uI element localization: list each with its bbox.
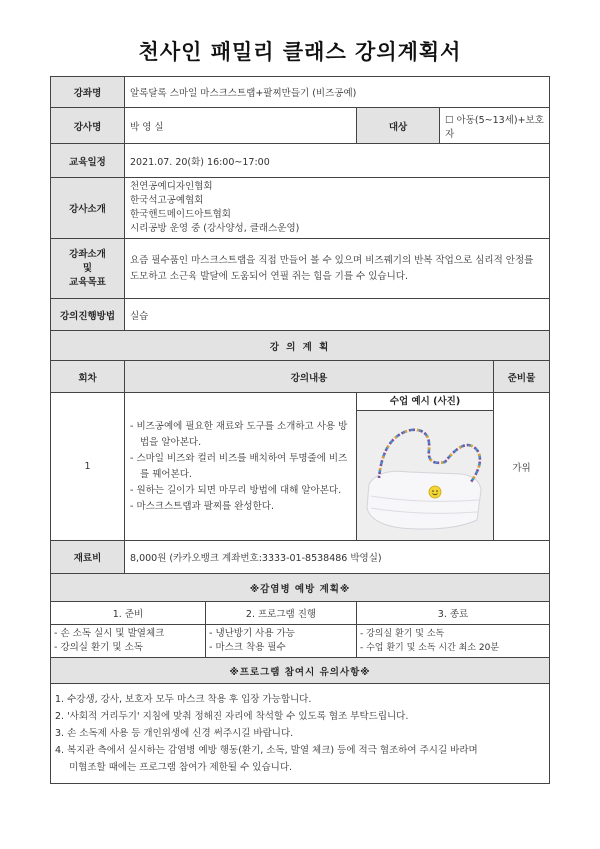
prevention-col-items xyxy=(206,625,357,658)
plan-section-title: 강 의 계 획 xyxy=(51,331,550,361)
course-name-row xyxy=(51,77,550,108)
content-header: 강의내용 xyxy=(125,361,494,393)
content-item: - 원하는 길이가 되면 마무리 방법에 대해 알아본다. xyxy=(130,484,342,496)
prevention-col-header: 3. 종료 xyxy=(357,602,550,625)
session-number: 1 xyxy=(51,393,125,541)
schedule-row xyxy=(51,144,550,178)
plan-form-table xyxy=(50,76,550,784)
notes-list xyxy=(51,684,550,784)
plan-section-row xyxy=(51,331,550,361)
prevention-item: - 손 소독 실시 및 발열체크 xyxy=(54,628,165,639)
instructor-intro-value xyxy=(125,178,550,239)
notes-title: ※프로그램 참여시 유의사항※ xyxy=(51,658,550,684)
prevention-col-header: 2. 프로그램 진행 xyxy=(206,602,357,625)
prevention-item: - 수업 환기 및 소독 시간 최소 20분 xyxy=(360,643,500,653)
target-value: ☐ 아동(5~13세)+보호자 xyxy=(440,108,550,144)
schedule-value: 2021.07. 20(화) 16:00~17:00 xyxy=(125,144,550,178)
prevention-item: - 강의실 환기 및 소독 xyxy=(54,642,143,653)
photo-label: 수업 예시 (사진) xyxy=(357,393,493,411)
schedule-label: 교육일정 xyxy=(51,144,125,178)
notes-row xyxy=(51,684,550,784)
target-label: 대상 xyxy=(357,108,440,144)
note-item: 4. 복지관 측에서 실시하는 감염병 예방 행동(환기, 소독, 발열 체크) 등에 적극 협조하여 주시길 바라며 xyxy=(55,745,478,756)
method-row xyxy=(51,299,550,331)
intro-line: 천연공예디자인협회 xyxy=(130,181,213,192)
intro-line: 시리공방 운영 중 (강사양성, 클래스운영) xyxy=(130,223,300,234)
instructor-intro-label: 강사소개 xyxy=(51,178,125,239)
intro-line: 한국석고공예협회 xyxy=(130,195,204,206)
example-photo xyxy=(357,411,493,540)
content-item: - 마스크스트랩과 팔찌를 완성한다. xyxy=(130,500,274,512)
materials-header: 준비물 xyxy=(494,361,550,393)
note-item: 1. 수강생, 강사, 보호자 모두 마스크 착용 후 입장 가능합니다. xyxy=(55,694,312,705)
instructor-intro-row xyxy=(51,178,550,239)
mask-strap-image xyxy=(361,416,489,536)
instructor-value: 박 영 실 xyxy=(125,108,357,144)
prevention-col-items xyxy=(357,625,550,658)
course-goal-value: 요즘 필수품인 마스크스트랩을 직접 만들어 볼 수 있으며 비즈꿰기의 반복 작업으로 심리적 안정를 도모하고 소근육 발달에 도움되어 연필 쥐는 힘을 기를 수 있습니다. xyxy=(125,239,550,299)
note-item: 2. '사회적 거리두기' 지침에 맞춰 정해진 자리에 착석할 수 있도록 협조 부탁드립니다. xyxy=(55,711,409,722)
course-name-label: 강좌명 xyxy=(51,77,125,108)
instructor-label: 강사명 xyxy=(51,108,125,144)
prevention-col-header: 1. 준비 xyxy=(51,602,206,625)
materials-value: 가위 xyxy=(494,393,550,541)
goal-label-line: 강좌소개 xyxy=(69,248,106,260)
method-label: 강의진행방법 xyxy=(51,299,125,331)
session-header: 회차 xyxy=(51,361,125,393)
prevention-item: - 강의실 환기 및 소독 xyxy=(360,629,445,639)
note-item: 미협조할 때에는 프로그램 참여가 제한될 수 있습니다. xyxy=(69,762,293,773)
course-goal-row xyxy=(51,239,550,299)
goal-label-line: 및 xyxy=(82,262,93,274)
page-title: 천사인 패밀리 클래스 강의계획서 xyxy=(138,40,462,64)
fee-value: 8,000원 (카카오뱅크 계좌번호:3333-01-8538486 박영실) xyxy=(125,541,550,574)
prevention-title: ※감염병 예방 계획※ xyxy=(51,574,550,602)
course-goal-label xyxy=(51,239,125,299)
prevention-items-row xyxy=(51,625,550,658)
intro-line: 한국핸드메이드아트협회 xyxy=(130,209,231,220)
prevention-title-row xyxy=(51,574,550,602)
notes-title-row xyxy=(51,658,550,684)
note-item: 3. 손 소독제 사용 등 개인위생에 신경 써주시길 바랍니다. xyxy=(55,728,294,739)
course-name-value: 알록달록 스마일 마스크스트랩+팔찌만들기 (비즈공예) xyxy=(125,77,550,108)
prevention-item: - 냉난방기 사용 가능 xyxy=(209,628,295,639)
content-item: - 비즈공예에 필요한 재료와 도구를 소개하고 사용 방법을 알아본다. xyxy=(130,420,348,448)
session-content xyxy=(125,393,357,541)
fee-label: 재료비 xyxy=(51,541,125,574)
method-value: 실습 xyxy=(125,299,550,331)
session-row xyxy=(51,393,550,541)
plan-header-row xyxy=(51,361,550,393)
instructor-row xyxy=(51,108,550,144)
photo-cell xyxy=(357,393,494,541)
goal-label-line: 교육목표 xyxy=(69,276,106,288)
prevention-col-items xyxy=(51,625,206,658)
fee-row xyxy=(51,541,550,574)
prevention-item: - 마스크 착용 필수 xyxy=(209,642,286,653)
prevention-header-row xyxy=(51,602,550,625)
content-item: - 스마일 비즈와 컬러 비즈를 배치하여 투명줄에 비즈를 꿰어본다. xyxy=(130,452,348,480)
